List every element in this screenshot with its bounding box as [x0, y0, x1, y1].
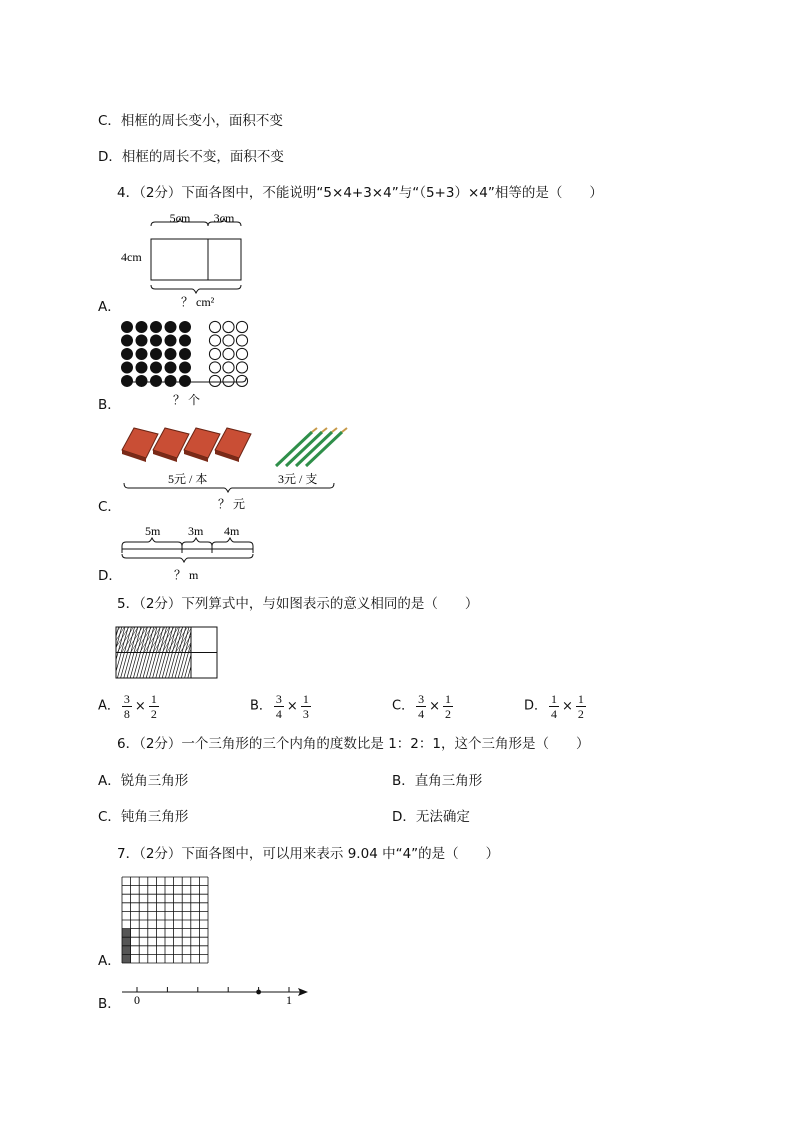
q4-option-b-label[interactable]: B．	[98, 397, 121, 413]
q4-a-top-left: 5cm	[169, 211, 191, 225]
filled-dot	[165, 321, 177, 333]
q6-option-c[interactable]: C．钝角三角形	[98, 809, 189, 825]
open-dot	[223, 335, 234, 346]
open-dot	[236, 362, 247, 373]
open-dot	[209, 375, 220, 386]
q5-option-d-label: D．	[524, 698, 548, 714]
hatch-line	[185, 627, 201, 652]
q6-option-d[interactable]: D．无法确定	[392, 809, 470, 825]
q4-a-top-right: 3cm	[213, 211, 235, 225]
times-sign: ×	[134, 698, 146, 714]
q6-option-b[interactable]: B．直角三角形	[392, 773, 483, 789]
q4-a-bottom: ？ cm²	[181, 295, 215, 309]
times-sign: ×	[429, 698, 440, 714]
numerator: 3	[275, 692, 282, 706]
filled-dot	[165, 348, 177, 360]
numerator: 1	[444, 692, 451, 706]
q4-b-bottom: ？ 个	[173, 393, 201, 407]
q4-figure-d	[118, 520, 263, 585]
fraction	[443, 692, 453, 721]
book-icon	[184, 428, 220, 462]
times-sign: ×	[562, 698, 573, 714]
q4-option-d-label[interactable]: D．	[98, 568, 122, 584]
fraction	[416, 692, 426, 721]
filled-dot	[179, 334, 191, 346]
book-icon	[122, 428, 158, 462]
open-dot	[209, 348, 220, 359]
open-dots	[209, 321, 247, 386]
q6-option-a[interactable]: A．锐角三角形	[98, 773, 189, 789]
filled-dot	[136, 348, 148, 360]
open-dot	[223, 321, 234, 332]
hatch-line	[122, 627, 138, 652]
filled-dot	[179, 348, 191, 360]
times-sign: ×	[286, 698, 298, 714]
denominator: 4	[418, 707, 425, 721]
fraction	[149, 692, 159, 721]
q4-figure-c	[118, 420, 363, 515]
shaded-cell	[122, 929, 131, 938]
filled-dot	[136, 321, 148, 333]
q4-figure-b	[118, 318, 258, 413]
q4-d-bottom: ？ m	[174, 568, 199, 582]
fraction	[301, 692, 311, 721]
q5-figure	[115, 626, 221, 681]
q7-hundred-grid	[120, 875, 212, 967]
open-dot	[209, 321, 220, 332]
q5-option-d[interactable]	[524, 692, 588, 721]
numerator: 1	[577, 692, 584, 706]
filled-dot	[121, 361, 133, 373]
fraction	[274, 692, 284, 721]
fraction	[549, 692, 559, 721]
filled-dot	[165, 361, 177, 373]
filled-dot	[150, 321, 162, 333]
q4-c-price-pens: 3元 / 支	[278, 472, 318, 486]
denominator: 3	[302, 707, 309, 721]
book-icon	[153, 428, 189, 462]
open-dot	[236, 375, 247, 386]
q4-d-seg3: 4m	[224, 524, 240, 538]
hatch-line	[199, 627, 215, 652]
filled-dot	[150, 361, 162, 373]
filled-dot	[136, 361, 148, 373]
hatch-line	[181, 627, 197, 652]
filled-dots	[121, 321, 191, 387]
number-line-end: 1	[286, 993, 292, 1007]
denominator: 2	[150, 707, 157, 721]
q7-option-b-label[interactable]: B．	[98, 996, 121, 1012]
shaded-cell	[122, 937, 131, 946]
q4-d-seg1: 5m	[145, 524, 161, 538]
shaded-cell	[122, 954, 131, 963]
hatch-line	[190, 627, 206, 652]
q3-option-c[interactable]: C．相框的周长变小，面积不变	[98, 113, 283, 129]
numerator: 3	[418, 692, 425, 706]
q6-stem: 6．（2分）一个三角形的三个内角的度数比是 1：2：1，这个三角形是（ ）	[117, 736, 590, 752]
open-dot	[236, 335, 247, 346]
fraction	[576, 692, 586, 721]
filled-dot	[179, 321, 191, 333]
q5-option-a-label: A．	[98, 698, 120, 714]
q4-option-c-label[interactable]: C．	[98, 499, 121, 515]
q5-option-c[interactable]	[392, 692, 455, 721]
open-dot	[223, 348, 234, 359]
q4-d-seg2: 3m	[188, 524, 204, 538]
filled-dot	[179, 361, 191, 373]
hatch-line	[149, 627, 165, 652]
denominator: 4	[275, 707, 282, 721]
hatch-line	[194, 627, 210, 652]
denominator: 2	[577, 707, 584, 721]
filled-dot	[150, 375, 162, 387]
q5-option-a[interactable]	[98, 692, 161, 721]
filled-dot	[121, 348, 133, 360]
hatch-line	[115, 627, 116, 652]
open-dot	[236, 321, 247, 332]
denominator: 4	[551, 707, 558, 721]
q4-c-bottom: ？ 元	[218, 497, 246, 511]
q4-figure-a	[118, 205, 258, 315]
numerator: 3	[123, 692, 130, 706]
denominator: 2	[444, 707, 451, 721]
q5-option-c-label: C．	[392, 698, 415, 714]
number-line-axis	[122, 987, 308, 996]
q7-stem: 7．（2分）下面各图中，可以用来表示 9.04 中“4”的是（ ）	[117, 846, 500, 862]
filled-dot	[150, 348, 162, 360]
filled-dot	[121, 334, 133, 346]
q7-option-a-label[interactable]: A．	[98, 953, 121, 969]
hatch-line	[158, 627, 174, 652]
q5-option-b-label: B．	[250, 698, 272, 714]
q4-option-a-label[interactable]: A．	[98, 299, 121, 315]
hatch-line	[172, 627, 188, 652]
q5-stem: 5．（2分）下列算式中，与如图表示的意义相同的是（ ）	[117, 596, 479, 612]
q4-a-side: 4cm	[121, 250, 142, 264]
grid-cells	[122, 877, 208, 963]
q3-option-d[interactable]: D．相框的周长不变，面积不变	[98, 149, 284, 165]
filled-dot	[136, 334, 148, 346]
hatch-line	[127, 627, 143, 652]
open-dot	[223, 362, 234, 373]
shaded-cell	[122, 946, 131, 955]
q4-stem: 4．（2分）下面各图中，不能说明“5×4+3×4”与“（5+3）×4”相等的是（ ）	[117, 185, 603, 201]
q4-c-price-books: 5元 / 本	[168, 472, 208, 486]
filled-dot	[136, 375, 148, 387]
open-dot	[209, 362, 220, 373]
pencil-icon	[286, 428, 327, 466]
filled-dot	[121, 321, 133, 333]
open-dot	[209, 335, 220, 346]
filled-dot	[150, 334, 162, 346]
open-dot	[223, 375, 234, 386]
numerator: 1	[551, 692, 558, 706]
numerator: 1	[150, 692, 157, 706]
pencil-icon	[296, 428, 337, 466]
book-icon	[215, 428, 251, 462]
q7-number-line	[118, 982, 313, 1012]
marked-point	[256, 990, 261, 995]
filled-dot	[165, 375, 177, 387]
numerator: 1	[302, 692, 309, 706]
filled-dot	[165, 334, 177, 346]
number-line-start: 0	[134, 993, 140, 1007]
open-dot	[236, 348, 247, 359]
denominator: 8	[123, 707, 130, 721]
q5-option-b[interactable]	[250, 692, 313, 721]
fraction	[122, 692, 132, 721]
